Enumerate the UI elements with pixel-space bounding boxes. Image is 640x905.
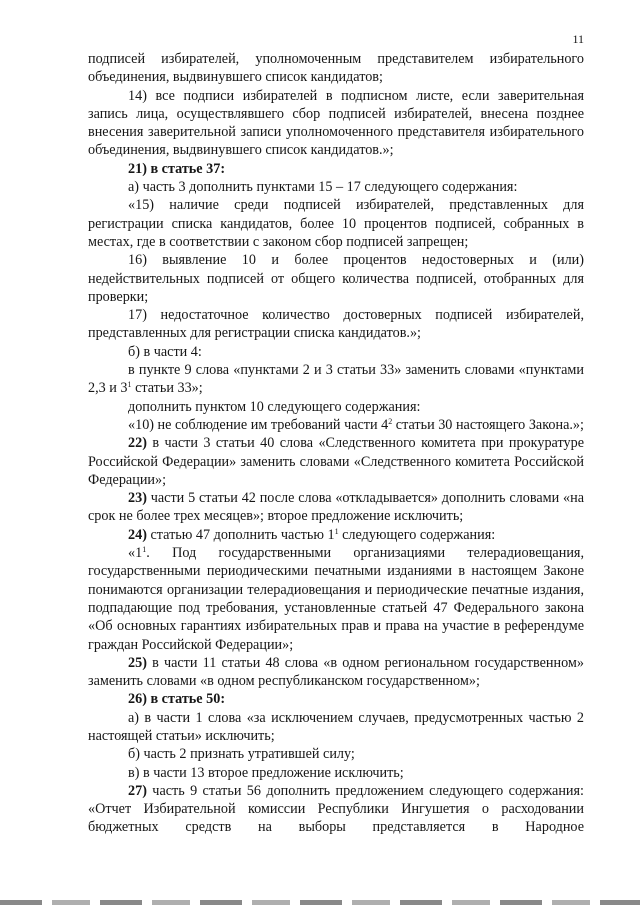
bold-text: 26) в статье 50: [128, 691, 226, 708]
footer-rule [0, 900, 640, 905]
paragraph [88, 87, 584, 160]
text-run: а) часть 3 дополнить пунктами 15 – 17 следующего содержания: [128, 179, 518, 196]
superscript: 1 [142, 545, 147, 555]
page-number: 11 [572, 32, 584, 46]
paragraph [88, 416, 584, 434]
paragraph [88, 160, 584, 178]
text-run: 16) выявление 10 и более процентов недостоверных и (или) недействительных подписей от общего количества подписей, отобранных для проверки; [88, 252, 584, 305]
paragraph [88, 398, 584, 416]
paragraph [88, 489, 584, 526]
paragraph [88, 50, 584, 87]
text-run: в части 11 статьи 48 слова «в одном региональном государственном» заменить словами «в одном республиканском государственном»; [88, 654, 584, 690]
paragraph [88, 544, 584, 654]
paragraph [88, 343, 584, 361]
text-run: статью 47 дополнить частью 1 [146, 526, 335, 543]
text-run: а) в части 1 слова «за исключением случаев, предусмотренных частью 2 настоящей статьи» исключить; [88, 709, 584, 744]
paragraph [88, 709, 584, 746]
text-run: в пункте 9 слова «пунктами 2 и 3 статьи 33» заменить словами «пунктами 2,3 и 3 [88, 362, 584, 397]
superscript: 2 [388, 416, 393, 426]
superscript: 1 [127, 380, 132, 390]
text-run: подписей избирателей, уполномоченным представителем избирательного объединения, выдвинувшего список кандидатов; [88, 51, 584, 86]
text-run: следующего содержания: [338, 526, 496, 543]
text-run: статьи 30 настоящего Закона.»; [392, 416, 584, 433]
paragraph [88, 782, 584, 837]
paragraph [88, 251, 584, 306]
paragraph [88, 306, 584, 343]
text-run: дополнить пунктом 10 следующего содержания: [128, 398, 421, 415]
superscript: 1 [334, 526, 339, 536]
paragraph [88, 764, 584, 782]
text-run: б) часть 2 признать утратившей силу; [128, 746, 355, 763]
paragraph [88, 745, 584, 763]
paragraph [88, 178, 584, 196]
bold-text: 27) [128, 782, 147, 799]
text-run: 14) все подписи избирателей в подписном листе, если заверительная запись лица, осуществлявшего сбор подписей избирателей, внесена позднее внесения заверительной записи уполномоченного представителя избирательного объединения, выдвинувшего список кандидатов.»; [88, 87, 584, 159]
paragraph [88, 526, 584, 544]
text-run: «1 [128, 545, 143, 562]
paragraph [88, 196, 584, 251]
text-run: «10) не соблюдение им требований части 4 [128, 416, 389, 433]
bold-text: 24) [128, 526, 147, 543]
text-run: в части 3 статьи 40 слова «Следственного комитета при прокуратуре Российской Федерации» заменить словами «Следственного комитета Российской Федерации»; [88, 435, 584, 488]
document-body [88, 50, 584, 837]
bold-text: 21) в статье 37: [128, 160, 226, 177]
paragraph [88, 434, 584, 489]
text-run: . Под государственными организациями телерадиовещания, государственными периодическими печатными изданиями в настоящем Законе понимаются организации телерадиовещания и периодические печатные издания, подпадающие под требования, установленные статьей 47 Федерального закона «Об основных гарантиях избирательных прав и права на участие в референдуме граждан Российской Федерации»; [88, 545, 584, 653]
bold-text: 23) [128, 490, 147, 507]
text-run: статьи 33»; [131, 380, 203, 397]
bold-text: 22) [128, 435, 147, 452]
paragraph [88, 361, 584, 398]
text-run: в) в части 13 второе предложение исключить; [128, 764, 404, 781]
text-run: части 5 статьи 42 после слова «откладывается» дополнить словами «на срок не более трех месяцев»; второе предложение исключить; [88, 490, 584, 525]
text-run: часть 9 статьи 56 дополнить предложением следующего содержания: «Отчет Избирательной комиссии Республики Ингушетия о расходовании бюджетных средств на выборы представляется в Народное [88, 782, 584, 836]
paragraph [88, 690, 584, 708]
bold-text: 25) [128, 654, 147, 671]
text-run: б) в части 4: [128, 343, 202, 360]
text-run: 17) недостаточное количество достоверных подписей избирателей, представленных для регистрации списка кандидатов.»; [88, 307, 584, 342]
text-run: «15) наличие среди подписей избирателей, представленных для регистрации списка кандидатов, более 10 процентов подписей, собранных в местах, где в соответствии с законом сбор подписей запрещен; [88, 197, 584, 250]
paragraph [88, 654, 584, 691]
